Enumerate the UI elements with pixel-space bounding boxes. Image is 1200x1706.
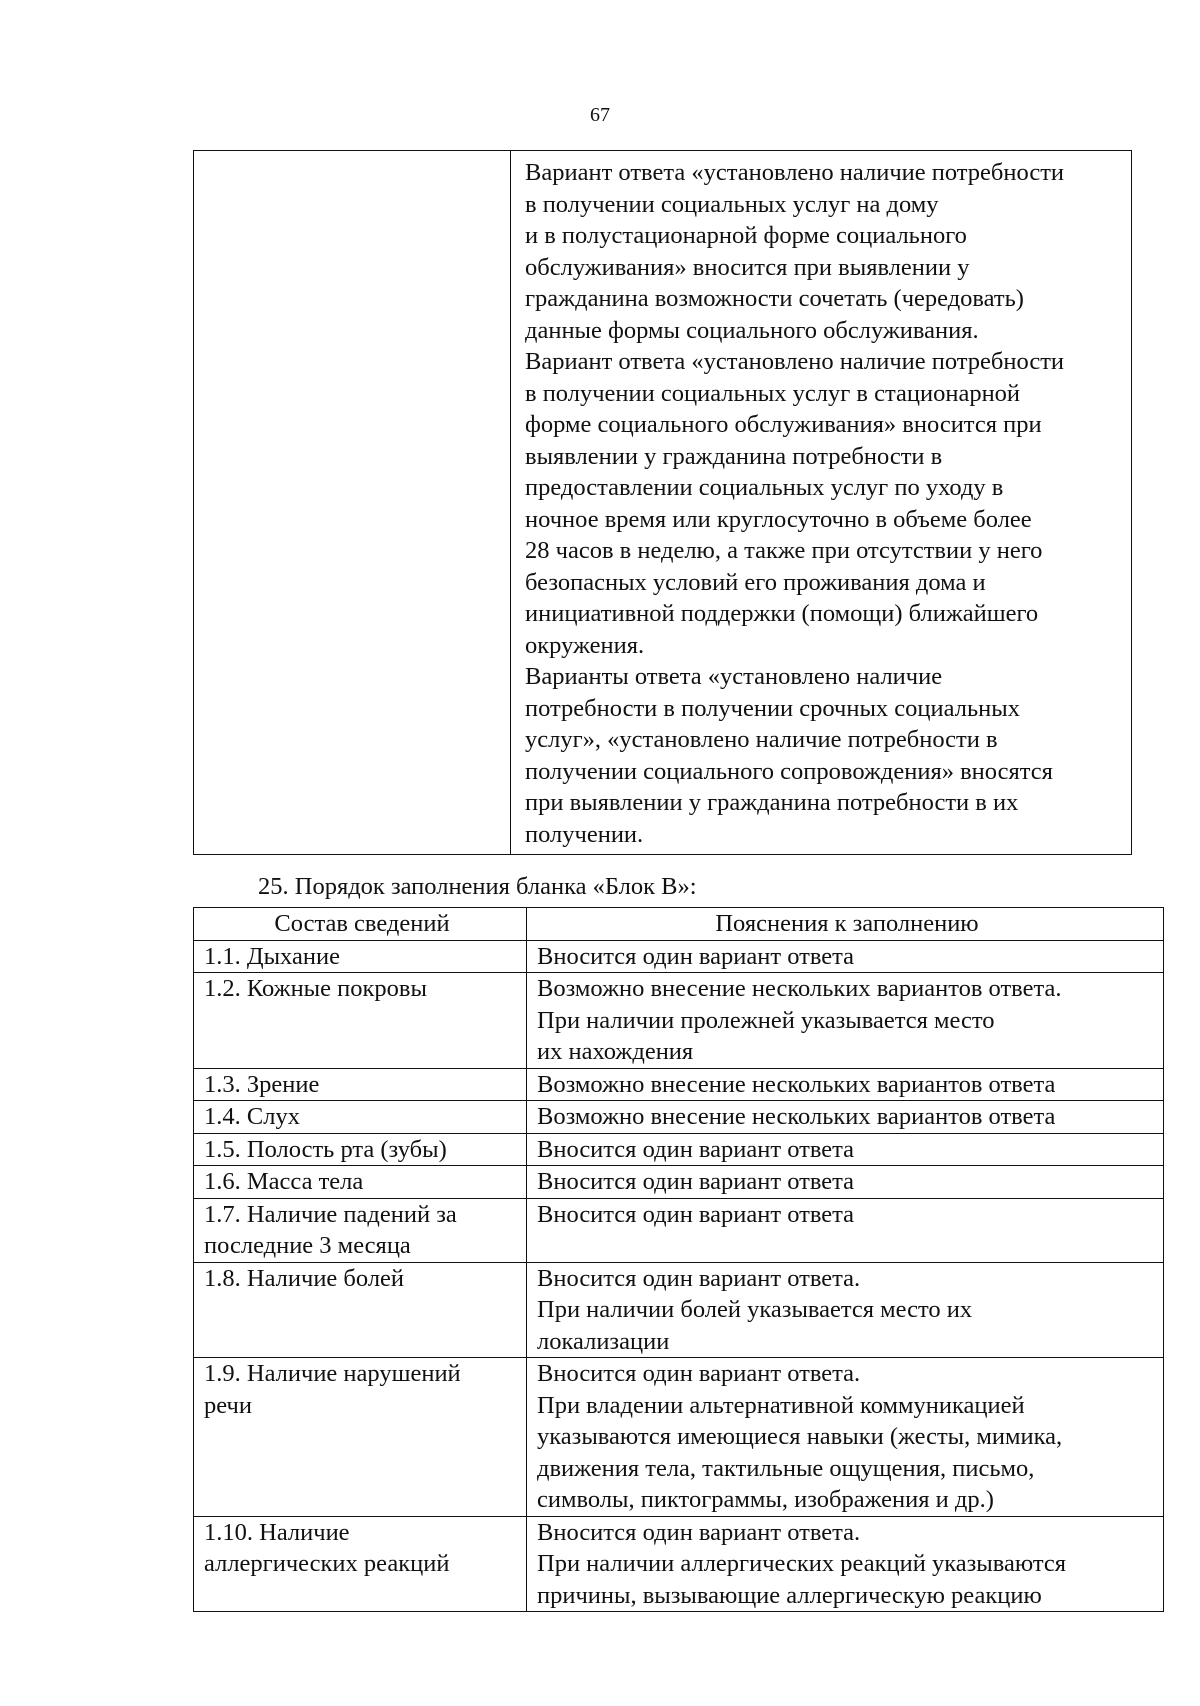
table-row <box>194 973 1164 1069</box>
text-line: услуг», «установлено наличие потребности в <box>525 726 998 753</box>
paragraph <box>525 661 1123 850</box>
text-line: в получении социальных услуг в стационарной <box>525 379 1021 407</box>
item-line: 1.9. Наличие нарушений <box>204 1360 461 1387</box>
item-line: аллергических реакций <box>204 1550 450 1577</box>
explanation-cell <box>527 1516 1164 1612</box>
table-row <box>194 151 1132 855</box>
table-row <box>194 1198 1164 1262</box>
text-line: Варианты ответа «установлено наличие <box>525 663 943 690</box>
explanation-cell <box>527 940 1164 973</box>
text-line: ночное время или круглосуточно в объеме более <box>525 505 1032 533</box>
table-row <box>194 1101 1164 1134</box>
explanation-line: символы, пиктограммы, изображения и др.) <box>537 1486 994 1513</box>
block-v-table <box>193 907 1164 1612</box>
text-line: получении. <box>525 820 644 848</box>
text-line: форме социального обслуживания» вносится при <box>525 411 1042 438</box>
text-line: и в полустационарной форме социального <box>525 222 967 249</box>
table-row <box>194 1133 1164 1166</box>
explanation-line: Вносится один вариант ответа. <box>537 1264 861 1292</box>
explanation-cell <box>527 1358 1164 1517</box>
item-cell <box>194 1198 527 1262</box>
explanation-text <box>511 151 1131 854</box>
explanation-cell <box>527 1262 1164 1358</box>
explanation-line: Вносится один вариант ответа <box>537 1200 855 1228</box>
item-line: 1.10. Наличие <box>204 1518 350 1546</box>
item-line: последние 3 месяца <box>204 1232 411 1259</box>
table-row <box>194 1262 1164 1358</box>
continued-table <box>193 150 1132 855</box>
explanation-line: Вносится один вариант ответа <box>537 1135 855 1163</box>
explanation-line: их нахождения <box>537 1038 694 1065</box>
item-line: 1.2. Кожные покровы <box>204 975 427 1002</box>
item-cell <box>194 1262 527 1358</box>
explanation-line: При наличии пролежней указывается место <box>537 1006 995 1034</box>
table-row <box>194 1358 1164 1517</box>
explanation-line: Возможно внесение нескольких вариантов ответа. <box>537 975 1062 1002</box>
explanation-cell <box>527 1101 1164 1134</box>
item-line: речи <box>204 1391 252 1419</box>
text-line: 28 часов в неделю, а также при отсутствии у него <box>525 537 1043 564</box>
table-row <box>194 1068 1164 1101</box>
item-cell <box>194 1133 527 1166</box>
item-line: 1.5. Полость рта (зубы) <box>204 1135 447 1163</box>
text-line: Вариант ответа «установлено наличие потребности <box>525 159 1065 186</box>
column-header-explanation: Пояснения к заполнению <box>527 908 1164 941</box>
table-row <box>194 940 1164 973</box>
explanation-line: Возможно внесение нескольких вариантов ответа <box>537 1070 1056 1098</box>
text-line: в получении социальных услуг на дому <box>525 190 939 218</box>
text-line: выявлении у гражданина потребности в <box>525 442 943 470</box>
item-line: 1.6. Масса тела <box>204 1168 364 1195</box>
text-line: данные формы социального обслуживания. <box>525 316 979 344</box>
item-cell <box>194 1101 527 1134</box>
column-header-composition: Состав сведений <box>194 908 527 941</box>
explanation-cell <box>527 1068 1164 1101</box>
item-line: 1.1. Дыхание <box>204 942 340 970</box>
explanation-line: указываются имеющиеся навыки (жесты, мимика, <box>537 1423 1063 1450</box>
text-line: гражданина возможности сочетать (чередовать) <box>525 285 1024 312</box>
text-line: получении социального сопровождения» вносятся <box>525 757 1053 785</box>
explanation-line: движения тела, тактильные ощущения, письмо, <box>537 1454 1035 1482</box>
paragraph <box>525 346 1123 661</box>
explanation-line: Вносится один вариант ответа <box>537 1168 855 1195</box>
explanation-line: При наличии болей указывается место их <box>537 1296 973 1323</box>
item-line: 1.7. Наличие падений за <box>204 1200 457 1228</box>
explanation-cell <box>527 973 1164 1069</box>
explanation-line: Вносится один вариант ответа. <box>537 1518 861 1546</box>
text-line: потребности в получении срочных социальных <box>525 694 1020 722</box>
explanation-line: Вносится один вариант ответа <box>537 942 855 970</box>
item-cell <box>194 1166 527 1199</box>
text-line: при выявлении у гражданина потребности в их <box>525 789 1019 816</box>
item-cell <box>194 1358 527 1517</box>
table-row <box>194 1166 1164 1199</box>
paragraph <box>525 157 1123 346</box>
table-header-row <box>194 908 1164 941</box>
text-line: окружения. <box>525 631 645 659</box>
text-line: предоставлении социальных услуг по уходу в <box>525 474 1004 501</box>
explanation-cell <box>511 151 1132 855</box>
item-line: 1.8. Наличие болей <box>204 1264 405 1292</box>
explanation-line: локализации <box>537 1327 670 1355</box>
item-cell <box>194 1516 527 1612</box>
page-number: 67 <box>590 104 610 126</box>
explanation-cell <box>527 1133 1164 1166</box>
table-body <box>194 940 1164 1612</box>
explanation-line: причины, вызывающие аллергическую реакцию <box>537 1581 1042 1609</box>
item-line: 1.3. Зрение <box>204 1070 320 1098</box>
item-cell <box>194 973 527 1069</box>
explanation-line: Вносится один вариант ответа. <box>537 1360 861 1387</box>
explanation-line: При наличии аллергических реакций указываются <box>537 1550 1066 1577</box>
text-line: обслуживания» вносится при выявлении у <box>525 253 970 281</box>
explanation-cell <box>527 1198 1164 1262</box>
explanation-cell <box>527 1166 1164 1199</box>
table-row <box>194 1516 1164 1612</box>
section-heading: 25. Порядок заполнения бланка «Блок В»: <box>258 873 697 900</box>
text-line: инициативной поддержки (помощи) ближайшего <box>525 600 1039 627</box>
explanation-line: Возможно внесение нескольких вариантов ответа <box>537 1103 1056 1130</box>
item-cell <box>194 1068 527 1101</box>
item-line: 1.4. Слух <box>204 1103 300 1130</box>
text-line: безопасных условий его проживания дома и <box>525 568 986 596</box>
text-line: Вариант ответа «установлено наличие потребности <box>525 348 1065 375</box>
empty-left-cell <box>194 151 511 855</box>
item-cell <box>194 940 527 973</box>
explanation-line: При владении альтернативной коммуникацией <box>537 1391 1025 1419</box>
